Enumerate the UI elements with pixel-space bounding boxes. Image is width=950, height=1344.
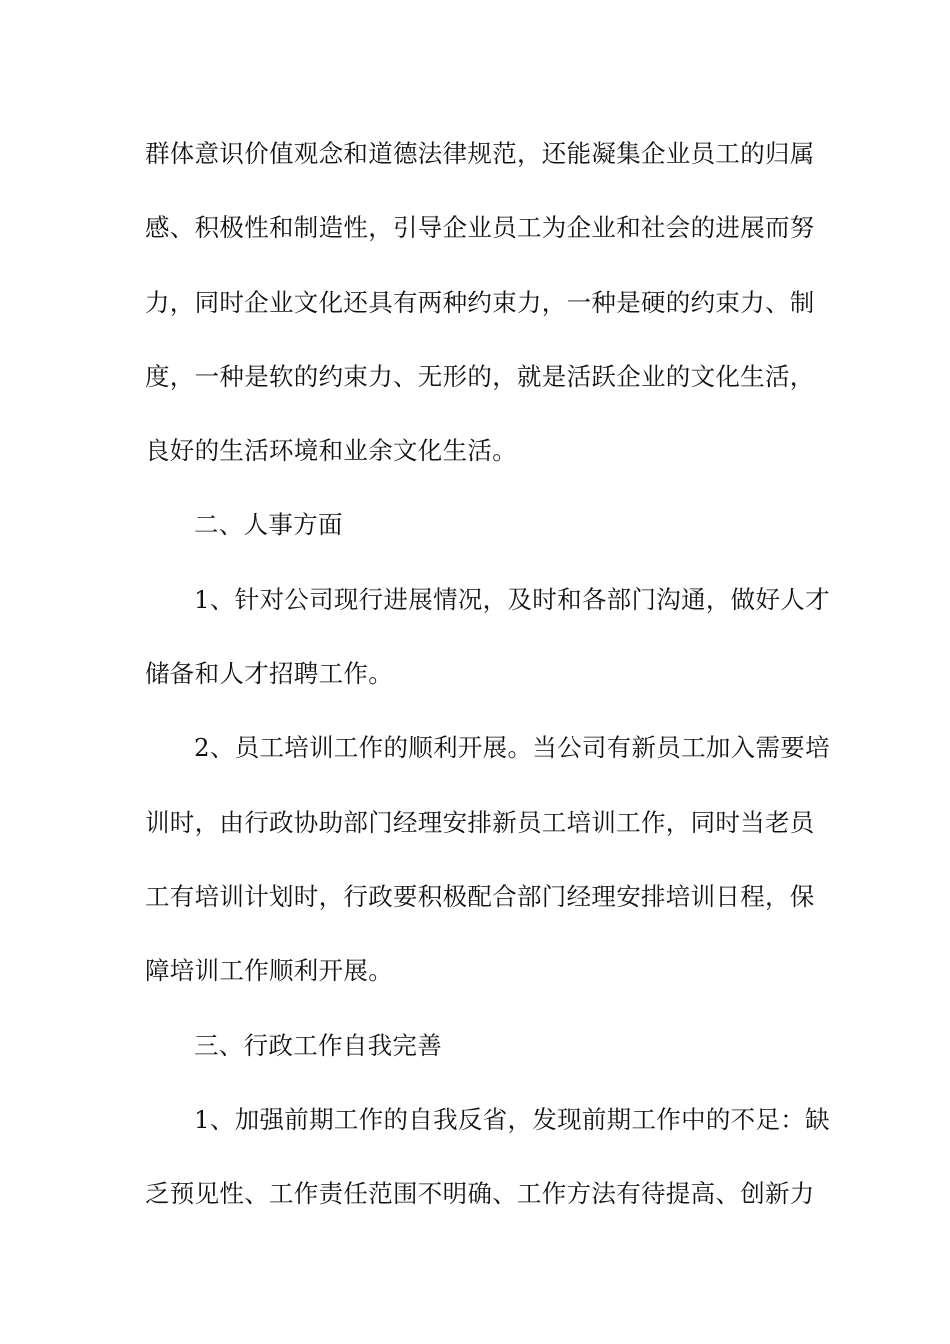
paragraph-line: 工有培训计划时，行政要积极配合部门经理安排培训日程，保 xyxy=(145,882,815,911)
paragraph-line: 群体意识价值观念和道德法律规范，还能凝集企业员工的归属 xyxy=(145,139,815,168)
paragraph-line: 2、员工培训工作的顺利开展。当公司有新员工加入需要培 xyxy=(194,733,830,762)
paragraph-line: 1、针对公司现行进展情况，及时和各部门沟通，做好人才 xyxy=(194,585,830,614)
paragraph-line: 障培训工作顺利开展。 xyxy=(145,956,393,985)
paragraph-line: 度，一种是软的约束力、无形的，就是活跃企业的文化生活， xyxy=(145,362,815,391)
section-heading: 二、人事方面 xyxy=(194,510,343,539)
paragraph-line: 良好的生活环境和业余文化生活。 xyxy=(145,436,517,465)
paragraph-line: 力，同时企业文化还具有两种约束力，一种是硬的约束力、制 xyxy=(145,288,815,317)
paragraph-line: 感、积极性和制造性，引导企业员工为企业和社会的进展而努 xyxy=(145,213,815,242)
section-heading: 三、行政工作自我完善 xyxy=(194,1031,442,1060)
paragraph-line: 训时，由行政协助部门经理安排新员工培训工作，同时当老员 xyxy=(145,808,815,837)
paragraph-line: 1、加强前期工作的自我反省，发现前期工作中的不足：缺 xyxy=(194,1105,830,1134)
paragraph-line: 乏预见性、工作责任范围不明确、工作方法有待提高、创新力 xyxy=(145,1179,815,1208)
paragraph-line: 储备和人才招聘工作。 xyxy=(145,659,393,688)
